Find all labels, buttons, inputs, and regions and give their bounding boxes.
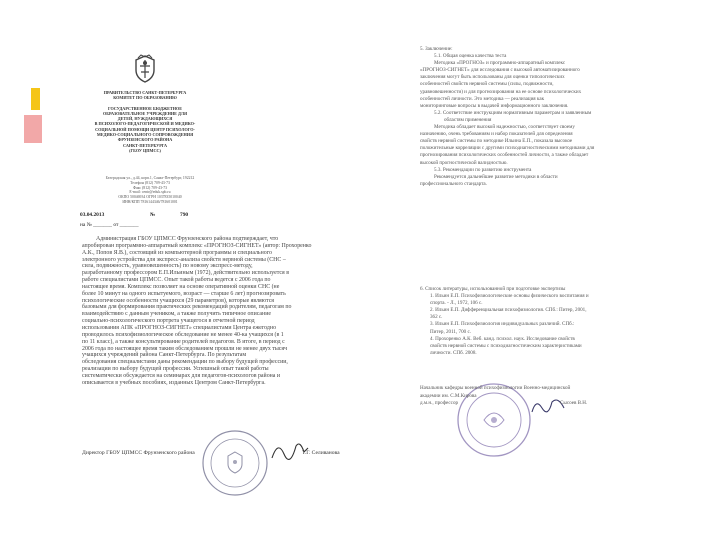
expert-report-page xyxy=(418,40,718,500)
body-line: работе специалистами ЦПМСС. Опыт такой работы ведется с 2006 года по xyxy=(82,277,271,284)
body-line: сила, подвижность, уравновешенность) по новому экспресс-методу, xyxy=(82,263,253,270)
subsection-heading: 5.2. Соответствие инструкциям нормативным параметрам и заявленным xyxy=(434,109,592,116)
header-line: ФРУНЗЕНСКОГО РАЙОНА xyxy=(117,137,173,143)
references-heading: 6. Список литературы, использованной при подготовке экспертизы xyxy=(420,286,566,292)
header-line: ПРАВИТЕЛЬСТВО САНКТ-ПЕТЕРБУРГА xyxy=(103,90,187,95)
header-line: ГОСУДАРСТВЕННОЕ БЮДЖЕТНОЕ xyxy=(107,105,183,111)
official-letter xyxy=(70,18,370,518)
paragraph-line: высокой прогностической валидностью. xyxy=(420,159,508,166)
reg-mark: № xyxy=(150,212,156,218)
section-heading: 5. Заключение: xyxy=(420,46,453,52)
header-line: ОБРАЗОВАТЕЛЬНОЕ УЧРЕЖДЕНИЕ ДЛЯ xyxy=(102,110,188,116)
signature-degree: д.м.н., профессор xyxy=(420,400,459,407)
body-line: Администрация ГБОУ ЦПМСС Фрунзенского района подтверждает, что xyxy=(96,236,279,242)
reg-number: 790 xyxy=(180,212,189,218)
reference-line: 3. Ильин Е.П. Психофизиология индивидуальных различий. СПб.: xyxy=(430,321,575,328)
body-line: более 10 минут на одного испытуемого, возраст — старше 6 лет) прогнозировать xyxy=(82,290,286,297)
reference-line: Питер, 2011, 700 с. xyxy=(430,328,471,335)
reference-line: свойств нервной системы с психодиагностическим характеристиками xyxy=(430,342,582,349)
header-line: СОЦИАЛЬНОЙ ПОМОЩИ ЦЕНТР ПСИХОЛОГО- xyxy=(95,126,195,132)
letter-header xyxy=(80,90,210,153)
body-line: психологические особенности учащихся (29 параметров), которые являются xyxy=(82,297,275,304)
body-line: описывается в учебных пособиях, изданных Центром Санкт-Петербурга. xyxy=(82,379,266,386)
subsection-heading-cont: областям применения xyxy=(444,116,492,123)
body-line: взаимодействию с данным учеником, а также получить типичное описание xyxy=(82,311,271,318)
header-line: МЕДИКО-СОЦИАЛЬНОГО СОПРОВОЖДЕНИЯ xyxy=(96,132,194,138)
body-line: социально-психологического портрета учащегося в отчетной период xyxy=(82,318,255,325)
reference-line: 362 с. xyxy=(430,314,443,321)
paragraph-line: прогнозирования психологических особенностей личности, а также обладает xyxy=(420,152,589,159)
address-line: E-mail: centr@eduk.spb.ru xyxy=(129,190,171,195)
body-line: реализации по выбору будущей профессии. Успешный опыт такой работы xyxy=(82,366,269,373)
address-line: Факс (812) 709-43-73 xyxy=(132,185,168,190)
letter-body xyxy=(82,236,364,387)
signature-line: Начальник кафедры военной психофизиологии Военно-медицинской xyxy=(420,385,571,391)
body-line: базовыми для формирования практических рекомендаций родителям, педагогам по xyxy=(82,304,292,311)
body-line: 2006 года по настоящее время таким обследованием прошли не менее двух тысяч xyxy=(82,345,288,352)
body-line: обследования специалистами даны рекомендации по выбору будущей профессии, xyxy=(82,359,288,366)
body-line: проводилось психофизиологическое обследование не менее 40-ка учащихся (в 1 xyxy=(82,331,284,338)
reference-line: 1. Ильин Е.П. Психофизиологические основы физического воспитания и xyxy=(430,293,589,300)
body-line: по 11 класс), а также консультирование родителей педагогов. В итоге, в период с xyxy=(82,338,285,345)
paragraph-line: заключения могут быть использованы для оценки типологических xyxy=(420,74,565,81)
reference-line: личности. СПб. 2008. xyxy=(430,349,477,356)
accent-bar xyxy=(31,88,40,110)
signature-line xyxy=(420,400,652,408)
header-line: КОМИТЕТ ПО ОБРАЗОВАНИЮ xyxy=(113,95,177,101)
body-line: систематически обсуждается на семинарах для педагогов-психологов района и xyxy=(82,372,281,379)
report-signature xyxy=(420,385,652,408)
header-line: (ГБОУ ЦПМСС) xyxy=(129,147,161,153)
header-line: В ПСИХОЛОГО-ПЕДАГОГИЧЕСКОЙ И МЕДИКО- xyxy=(94,121,196,127)
reference-line: спорта. - Л., 1972, 106 с. xyxy=(430,300,483,307)
body-line: электронного устройства для экспресс-анализа свойств нервной системы (СНС – xyxy=(82,256,286,263)
address-line: Белградская ул., д.44, корп.1, Санкт-Петербург, 192212 xyxy=(105,176,195,180)
address-line: ОКПО 50046934 ОГРН 1037835010040 xyxy=(118,195,182,200)
report-conclusion xyxy=(420,46,652,188)
paragraph-line: «ПРОГНОЗ-СИГНЕТ» для исследования с высокой автоматизированного xyxy=(420,67,580,74)
signature-line: академии им. С.М.Кирова xyxy=(420,392,477,399)
letter-address xyxy=(80,176,220,205)
coat-of-arms-icon xyxy=(130,54,160,84)
reference-line: 4. Прохоренко А.К. Веб. канд. психол. наук. Исследование свойств xyxy=(430,335,575,342)
signature-title: Директор ГБОУ ЦПМСС Фрунзенского района xyxy=(82,450,195,456)
signature-name: Сысоев В.Н. xyxy=(560,400,588,407)
reg-date: 03.04.2013 xyxy=(80,212,105,218)
paragraph-line: назначению, очень требованиям и набор показателей для определения xyxy=(420,131,573,138)
reg-reference: на № _______ от _______ xyxy=(80,222,139,228)
body-line: разработанному профессором Е.П.Ильиным (1972), действительно используется в xyxy=(82,270,290,277)
header-line: САНКТ-ПЕТЕРБУРГА xyxy=(123,142,167,148)
signature-name: Т.Г. Селиванова xyxy=(302,450,340,456)
subsection-heading: 5.3. Рекомендации по развитию инструмента xyxy=(434,166,532,173)
body-line: апробирован программно-аппаратный комплекс «ПРОГНОЗ-СИГНЕТ» (автор: Прохоренко xyxy=(82,242,312,249)
accent-block xyxy=(24,115,42,143)
paragraph-line: мониторинговые вопросы в выдачей информационного заключения. xyxy=(420,102,569,109)
paragraph-line: Методика обладает высокой надежностью, соответствует своему xyxy=(434,124,575,131)
body-line: А.К., Попов Я.В.), состоящий из компьютерной программы и специального xyxy=(82,249,272,256)
paragraph-line: уравновешенности) и для прогнозирования на ее основе психологических xyxy=(420,88,582,95)
body-line: настоящее время. Комплекс позволяет на основе оперативной оценки СНС (не xyxy=(82,283,280,290)
round-stamp-icon xyxy=(200,428,270,498)
body-line: учащихся учреждений района Санкт-Петербурга. По результатам xyxy=(82,352,247,359)
paragraph-line: Методика «ПРОГНОЗ» и программно-аппаратный комплекс xyxy=(434,60,566,67)
body-line: использования АПК «ПРОГНОЗ-СИГНЕТ» специалистами Центра ежегодно xyxy=(82,324,277,331)
paragraph-line: положительные корреляции с другими психодиагностическими методиками для xyxy=(420,145,595,152)
letter-signature xyxy=(82,450,364,456)
references-list xyxy=(420,286,652,357)
subsection-heading: 5.1. Общая оценка качества теста xyxy=(434,53,507,60)
paragraph-line: особенностей свойств нервной системы (силы, подвижности, xyxy=(420,81,554,88)
address-line: ИНН/КПП 7816144346/781601001 xyxy=(122,199,178,204)
paragraph-line: профессионального стандарта. xyxy=(420,180,487,187)
header-line: ДЕТЕЙ, НУЖДАЮЩИХСЯ xyxy=(117,116,173,122)
paragraph-line: свойств нервной системы по методике Ильина Е.П., показала высокое xyxy=(420,138,573,145)
reference-line: 2. Ильин Е.П. Дифференциальная психофизиология. СПб.: Питер, 2001, xyxy=(430,307,587,314)
address-line: Телефон (812) 709-43-73 xyxy=(130,180,170,185)
paragraph-line: Рекомендуется дальнейшее развитие методики в области xyxy=(434,173,558,180)
paragraph-line: особенностей личности. Это методика — реализация как xyxy=(420,95,545,102)
